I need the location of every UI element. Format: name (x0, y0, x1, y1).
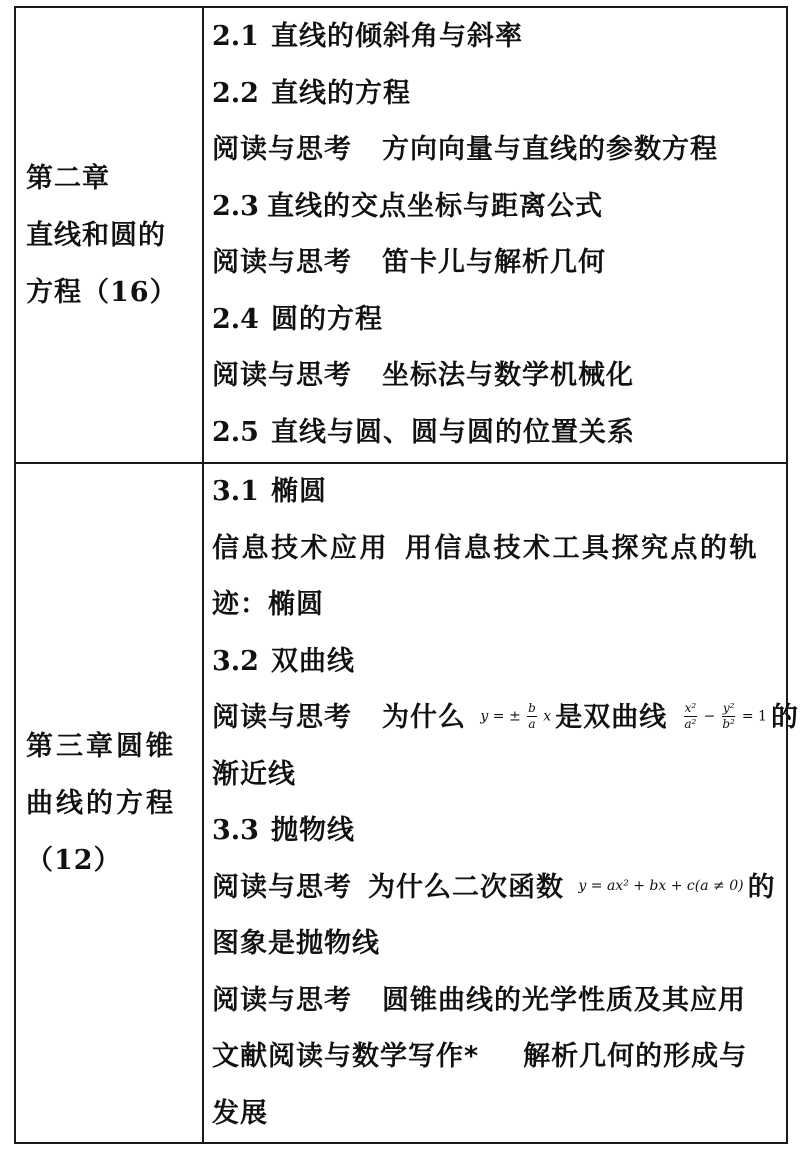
reading-text: 的 (747, 871, 776, 903)
syllabus-table (14, 6, 799, 1144)
literature-reading (212, 1029, 786, 1086)
section-number: 3.1 (212, 476, 259, 507)
formula-op: − (703, 708, 716, 725)
section-title: 抛物线 (270, 815, 355, 846)
chapter-2-title: 第二章 (26, 162, 110, 194)
chapter-3-cell (15, 463, 203, 1143)
formula-var: y (480, 708, 489, 725)
reading-title: 方向向量与直线的参数方程 (382, 134, 718, 165)
section-title: 直线的方程 (270, 77, 411, 109)
reading-label: 阅读与思考 (212, 702, 352, 733)
fraction (722, 701, 736, 732)
info-tech-label: 信息技术应用 (212, 532, 389, 564)
section-number: 2.3 (212, 190, 259, 222)
reading-2-c (212, 348, 786, 405)
section-number: 2.5 (212, 416, 259, 448)
reading-2-a (212, 122, 786, 179)
reading-text-cont: 渐近线 (212, 758, 296, 790)
section-title: 直线的交点坐标与距离公式 (266, 190, 603, 222)
reading-title: 坐标法与数学机械化 (382, 360, 634, 391)
section-number: 2.4 (212, 303, 259, 335)
reading-3-b-continuation (212, 916, 786, 973)
reading-text-cont: 图象是抛物线 (212, 928, 380, 959)
formula-var: x (543, 708, 552, 725)
reading-label: 阅读与思考 (212, 984, 352, 1016)
literature-title-cont: 发展 (212, 1097, 268, 1129)
fraction-denominator: b² (722, 717, 735, 731)
section-number: 3.3 (212, 815, 259, 846)
table-row-chapter-2 (15, 7, 787, 463)
reading-label: 阅读与思考 (212, 360, 352, 391)
section-2-1 (212, 9, 786, 66)
fraction-denominator: a² (684, 717, 697, 731)
fraction-numerator: y² (722, 701, 735, 715)
section-3-2 (212, 634, 786, 691)
reading-text: 为什么 (382, 702, 466, 733)
formula-op: = 1 (741, 708, 767, 725)
chapter-3-hours: （12） (26, 844, 122, 876)
reading-2-b (212, 235, 786, 292)
section-3-1 (212, 464, 786, 521)
fraction-numerator: b (528, 701, 536, 715)
chapter-2-cell (15, 7, 203, 463)
section-title: 椭圆 (270, 476, 327, 507)
reading-text: 是双曲线 (555, 702, 668, 733)
fraction (684, 701, 698, 732)
literature-label: 文献阅读与数学写作* (212, 1041, 480, 1072)
reading-3-a-continuation (212, 747, 786, 804)
info-tech-title-cont: 迹：椭圆 (212, 589, 324, 620)
quadratic-formula: y = ax² + bx + c(a ≠ 0) (578, 878, 744, 894)
reading-label: 阅读与思考 (212, 871, 352, 903)
fraction-denominator: a (528, 717, 536, 731)
table-row-chapter-3 (15, 463, 787, 1143)
info-tech-continuation (212, 577, 786, 634)
section-number: 2.2 (212, 77, 259, 109)
chapter-3-title: 第三章圆锥 (26, 730, 176, 762)
reading-title: 笛卡儿与解析几何 (382, 247, 606, 278)
section-number: 3.2 (212, 645, 259, 677)
info-tech-application (212, 521, 786, 578)
section-2-4 (212, 292, 786, 349)
section-title: 圆的方程 (270, 303, 383, 335)
reading-text: 为什么二次函数 (368, 871, 564, 903)
reading-3-a (212, 690, 799, 747)
reading-3-c (212, 973, 786, 1030)
reading-label: 阅读与思考 (212, 134, 352, 165)
asymptote-formula (480, 701, 551, 732)
reading-title: 圆锥曲线的光学性质及其应用 (382, 984, 746, 1016)
chapter-2-sections (203, 7, 787, 463)
reading-3-b (212, 860, 786, 917)
hyperbola-formula (682, 701, 767, 732)
section-number: 2.1 (212, 21, 259, 52)
section-title: 直线的倾斜角与斜率 (270, 21, 523, 52)
literature-continuation (212, 1086, 786, 1143)
section-title: 直线与圆、圆与圆的位置关系 (270, 416, 635, 448)
section-title: 双曲线 (270, 645, 355, 677)
chapter-3-subtitle: 曲线的方程 (26, 787, 176, 819)
section-2-2 (212, 66, 786, 123)
chapter-3-sections (203, 463, 799, 1143)
literature-title: 解析几何的形成与 (523, 1041, 748, 1072)
formula-op: = ± (492, 708, 521, 725)
section-3-3 (212, 803, 786, 860)
chapter-2-subtitle: 直线和圆的 (26, 219, 166, 251)
fraction (527, 701, 537, 732)
info-tech-title: 用信息技术工具探究点的轨 (405, 532, 759, 564)
section-2-5 (212, 405, 786, 462)
reading-text: 的 (770, 702, 799, 733)
fraction-numerator: x² (684, 701, 697, 715)
reading-label: 阅读与思考 (212, 247, 352, 278)
section-2-3 (212, 179, 786, 236)
chapter-2-hours: 方程（16） (26, 276, 178, 308)
